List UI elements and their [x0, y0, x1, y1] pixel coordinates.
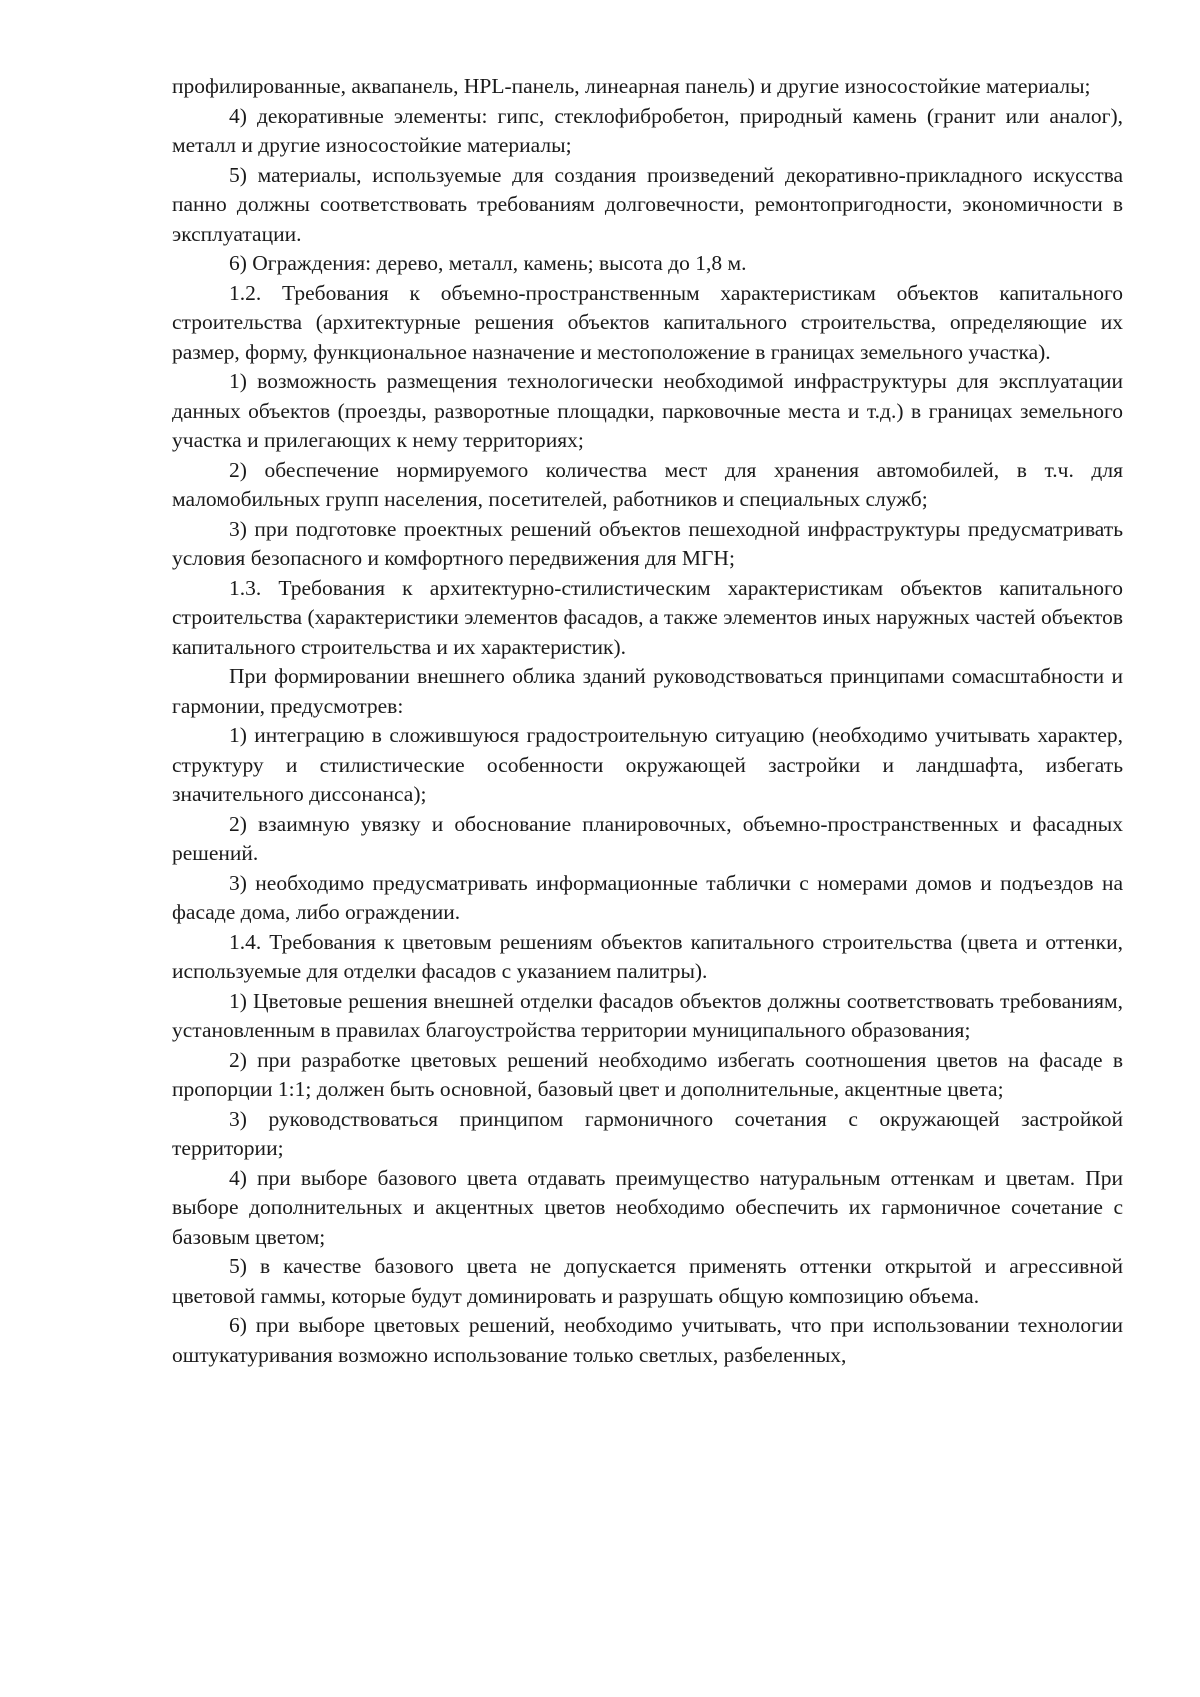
document-page [172, 72, 1123, 1370]
paragraph-item-5-materials: 5) материалы, используемые для создания произведений декоративно-прикладного искусства панно должны соответствовать требованиям долговечности, ремонтопригодности, экономичности в эксплуатации. [172, 162, 1123, 246]
paragraph-continuation: профилированные, аквапанель, HPL-панель, линеарная панель) и другие износостойкие материалы; [172, 74, 1091, 98]
paragraph-item-6-fences: 6) Ограждения: дерево, металл, камень; высота до 1,8 м. [229, 251, 747, 275]
paragraph-1-4-item-3: 3) руководствоваться принципом гармоничного сочетания с окружающей застройкой территории; [172, 1106, 1123, 1160]
section-heading-1-4: 1.4. Требования к цветовым решениям объектов капитального строительства (цвета и оттенки, используемые для отделки фасадов с указанием палитры). [172, 929, 1123, 983]
paragraph-1-4-item-4: 4) при выборе базового цвета отдавать преимущество натуральным оттенкам и цветам. При выборе дополнительных и акцентных цветов необходимо обеспечить их гармоничное сочетание с базовым цветом; [172, 1165, 1123, 1249]
paragraph-1-4-item-1: 1) Цветовые решения внешней отделки фасадов объектов должны соответствовать требованиям, установленным в правилах благоустройства территории муниципального образования; [172, 988, 1123, 1042]
paragraph-1-3-item-1: 1) интеграцию в сложившуюся градостроительную ситуацию (необходимо учитывать характер, структуру и стилистические особенности окружающей застройки и ландшафта, избегать значительного диссонанса); [172, 723, 1123, 806]
section-heading-1-2: 1.2. Требования к объемно-пространственным характеристикам объектов капитального строительства (архитектурные решения объектов капитального строительства, определяющие их размер, форму, функциональное назначение и местоположение в границах земельного участка). [172, 280, 1123, 364]
paragraph-1-3-item-2: 2) взаимную увязку и обоснование планировочных, объемно-пространственных и фасадных решений. [172, 811, 1123, 865]
paragraph-1-4-item-6: 6) при выборе цветовых решений, необходимо учитывать, что при использовании технологии оштукатуривания возможно использование только светлых, разбеленных, [172, 1313, 1123, 1367]
paragraph-1-3-intro: При формировании внешнего облика зданий руководствоваться принципами сомасштабности и гармонии, предусмотрев: [172, 664, 1123, 718]
paragraph-1-4-item-5: 5) в качестве базового цвета не допускается применять оттенки открытой и агрессивной цветовой гаммы, которые будут доминировать и разрушать общую композицию объема. [172, 1254, 1123, 1308]
paragraph-1-2-item-2: 2) обеспечение нормируемого количества мест для хранения автомобилей, в т.ч. для маломобильных групп населения, посетителей, работников и специальных служб; [172, 457, 1123, 511]
paragraph-1-4-item-2: 2) при разработке цветовых решений необходимо избегать соотношения цветов на фасаде в пропорции 1:1; должен быть основной, базовый цвет и дополнительные, акцентные цвета; [172, 1047, 1123, 1101]
paragraph-1-2-item-1: 1) возможность размещения технологически необходимой инфраструктуры для эксплуатации данных объектов (проезды, разворотные площадки, парковочные места и т.д.) в границах земельного участка и прилегающих к нему территориях; [172, 369, 1123, 452]
paragraph-1-3-item-3: 3) необходимо предусматривать информационные таблички с номерами домов и подъездов на фасаде дома, либо ограждении. [172, 870, 1123, 924]
paragraph-item-4-decorative: 4) декоративные элементы: гипс, стеклофибробетон, природный камень (гранит или аналог), металл и другие износостойкие материалы; [172, 103, 1123, 157]
section-heading-1-3: 1.3. Требования к архитектурно-стилистическим характеристикам объектов капитального строительства (характеристики элементов фасадов, а также элементов иных наружных частей объектов капитального строительства и их характеристик). [172, 575, 1123, 659]
paragraph-1-2-item-3: 3) при подготовке проектных решений объектов пешеходной инфраструктуры предусматривать условия безопасного и комфортного передвижения для МГН; [172, 516, 1123, 570]
